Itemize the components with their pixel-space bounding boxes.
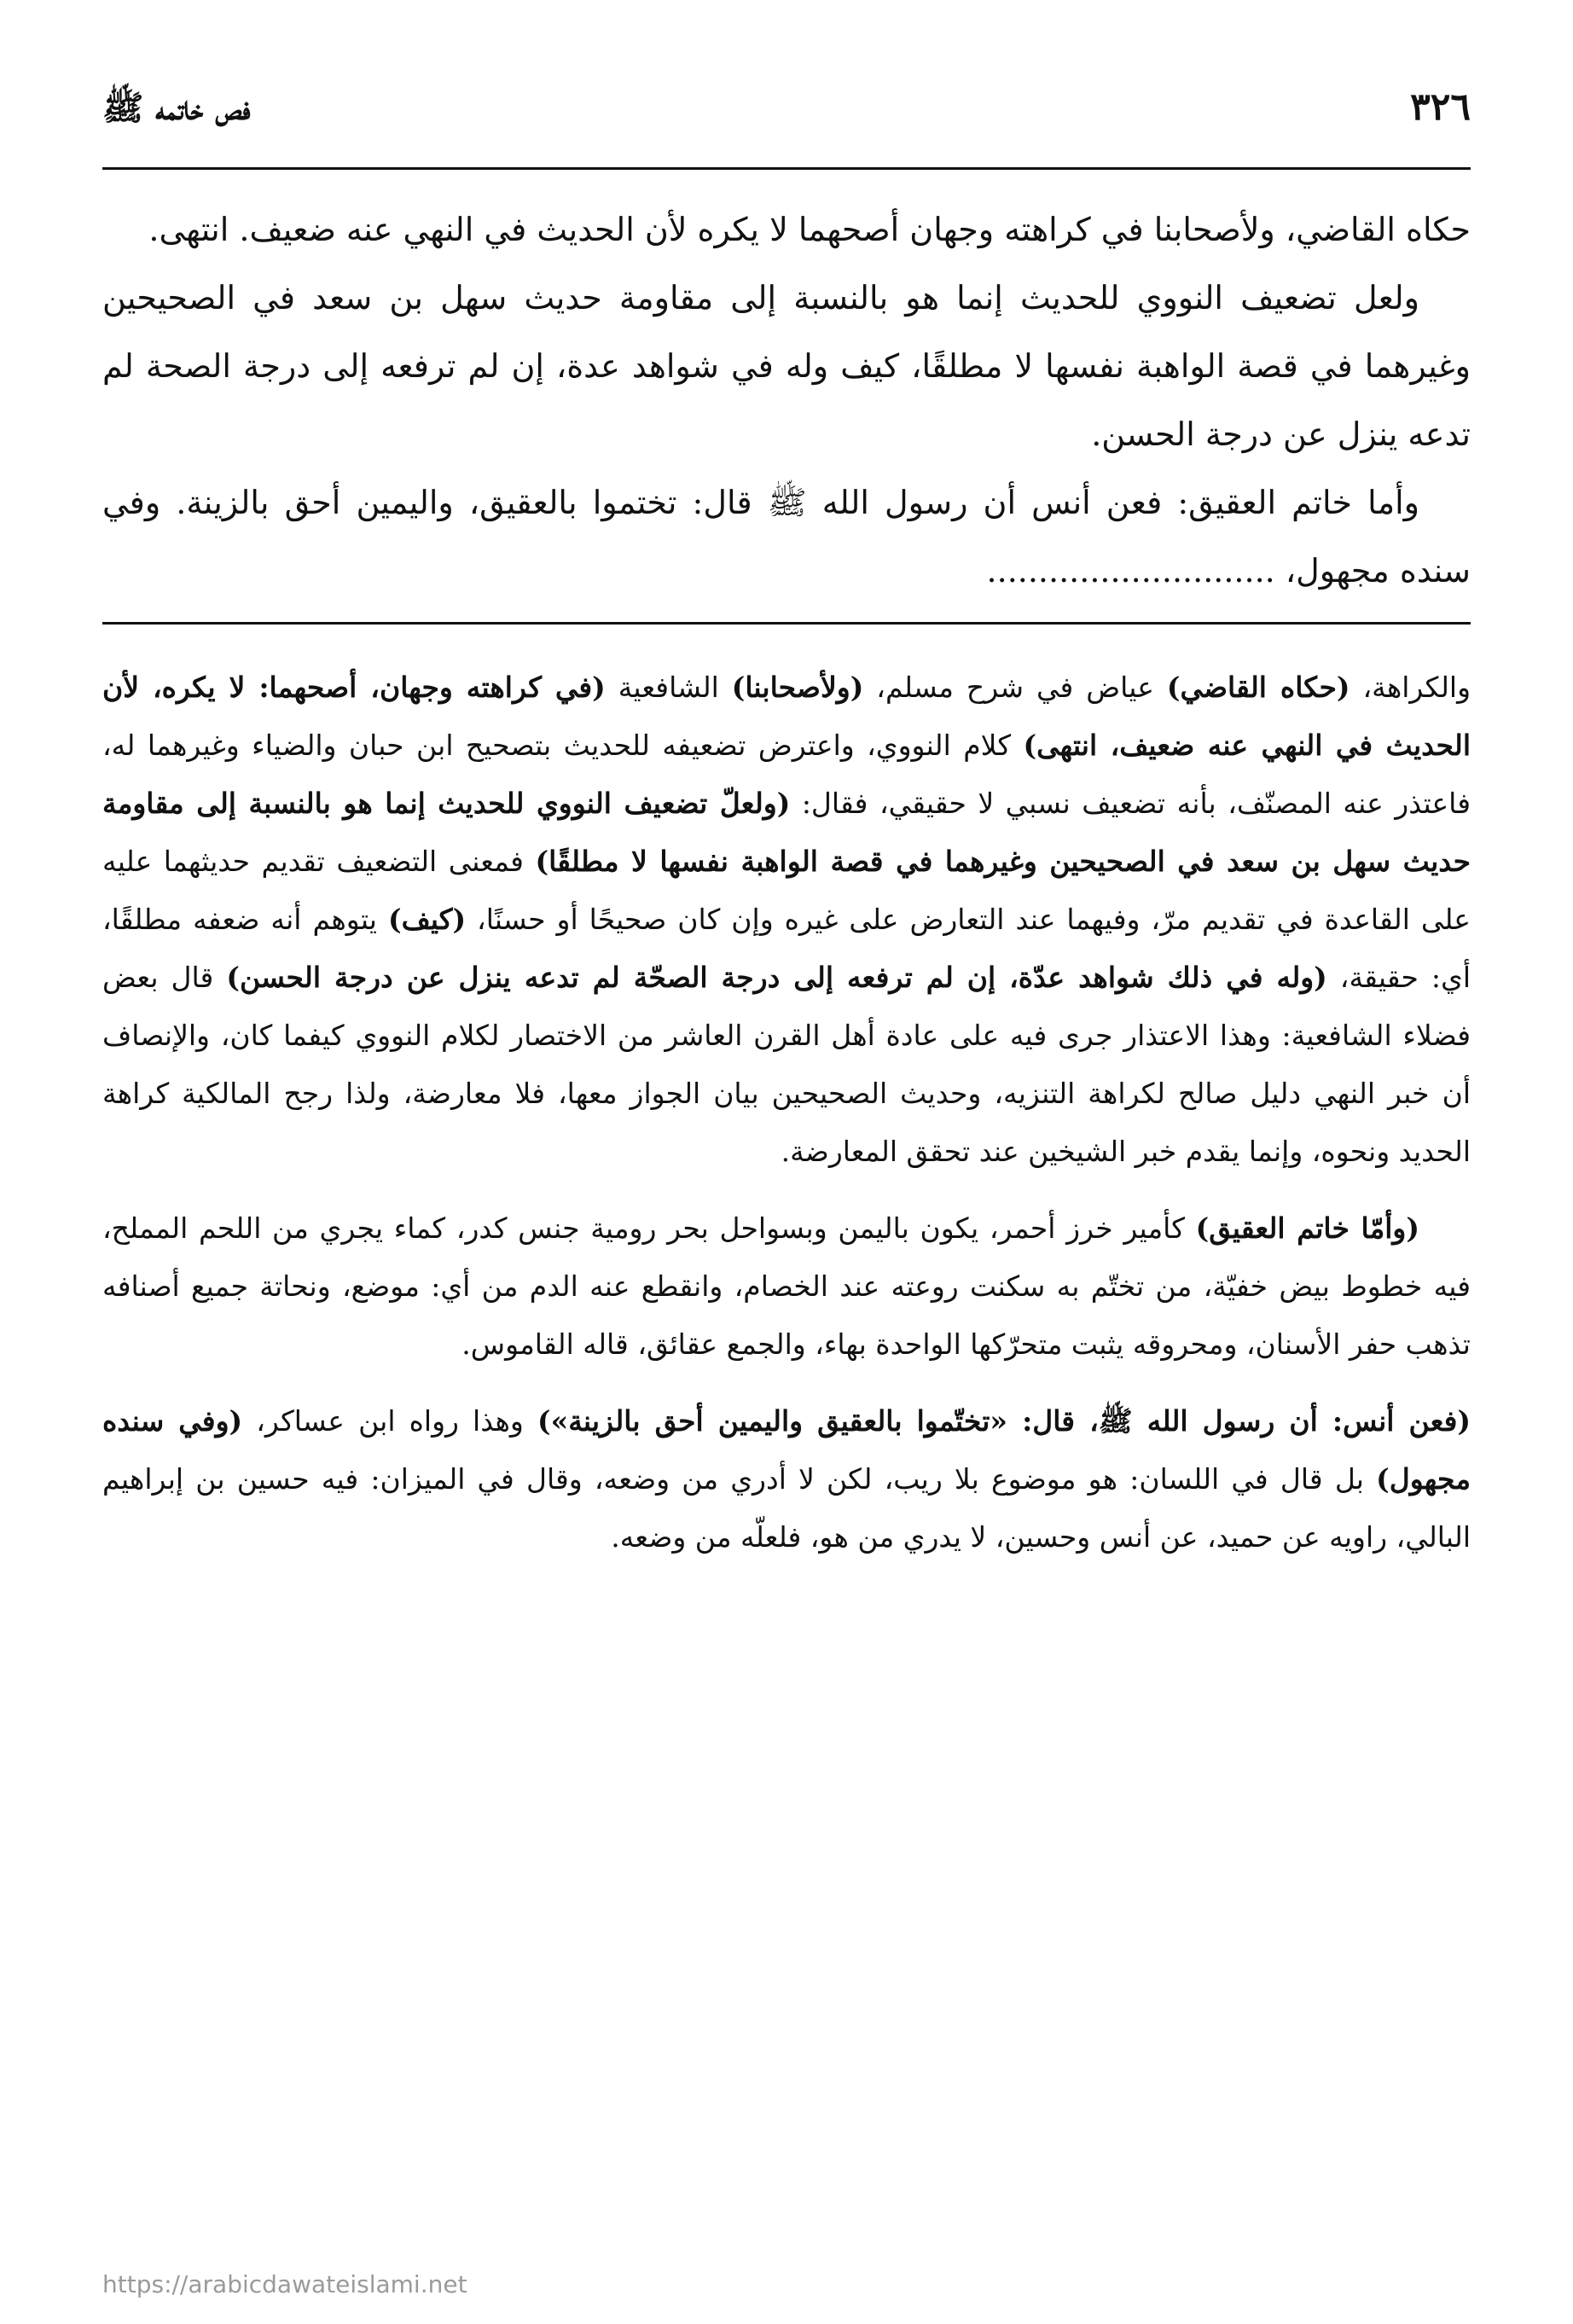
- c1-text-4: كلام النووي، واعترض تضعيفه للحديث بتصحيح ابن حبان والضياء وغيرهما له، فاعتذر عنه المصنّف، بأنه تضعيف نسبي لا حقيقي، فقال:: [102, 729, 1471, 820]
- c2-quote-1: (وأمّا خاتم العقيق): [1195, 1211, 1419, 1245]
- c2-text-1: كأمير خرز أحمر، يكون باليمن وبسواحل بحر رومية جنس كدر، كماء يجري من اللحم المملح، فيه خطوط بيض خفيّة، من تختّم به سكنت روعته عند الخصام، وانقطع عنه الدم من أي: موضع، ونحاتة جميع أصنافه تذهب حفر الأسنان، ومحروقه يثبت متحرّكها الواحدة بهاء، والجمع عقائق، قاله القاموس.: [102, 1211, 1471, 1361]
- c3-text-2: بل قال في اللسان: هو موضوع بلا ريب، لكن لا أدري من وضعه، وقال في الميزان: فيه حسين بن إبراهيم البالي، راويه عن حميد، عن أنس وحسين، لا يدري من هو، فلعلّه من وضعه.: [102, 1462, 1471, 1554]
- running-head: فص خاتمه ﷺ: [102, 88, 251, 128]
- book-page: [102, 85, 1471, 2304]
- c1-quote-6: (وله في ذلك شواهد عدّة، إن لم ترفعه إلى درجة الصحّة لم تدعه ينزل عن درجة الحسن): [226, 961, 1327, 994]
- main-paragraph-3: [102, 468, 1471, 605]
- c1-quote-3: (في كراهته وجهان، أصحهما: لا يكره، لأن الحديث في النهي عنه ضعيف، انتهى): [102, 671, 1471, 762]
- c1-quote-4: (ولعلّ تضعيف النووي للحديث إنما هو بالنسبة إلى مقاومة حديث سهل بن سعد في الصحيحين وغيرهما في قصة الواهبة نفسها لا مطلقًا): [102, 787, 1471, 878]
- c1-quote-2: (ولأصحابنا): [731, 671, 864, 704]
- page-number: ٣٢٦: [1410, 85, 1471, 129]
- main-paragraph-2: ولعل تضعيف النووي للحديث إنما هو بالنسبة إلى مقاومة حديث سهل بن سعد في الصحيحين وغيرهما في قصة الواهبة نفسها لا مطلقًا، كيف وله في شواهد عدة، إن لم ترفعه إلى درجة الصحة لم تدعه ينزل عن درجة الحسن.: [102, 279, 1471, 453]
- c1-text-1: والكراهة،: [1350, 671, 1471, 704]
- commentary: [102, 659, 1471, 1566]
- c1-text-3: الشافعية: [605, 671, 732, 704]
- watermark-url: https://arabicdawateislami.net: [102, 2270, 467, 2298]
- commentary-paragraph-1: [102, 659, 1471, 1181]
- main-paragraph-1: حكاه القاضي، ولأصحابنا في كراهته وجهان أصحهما لا يكره لأن الحديث في النهي عنه ضعيف. انتهى.: [148, 211, 1471, 248]
- page-header: [102, 85, 1471, 170]
- separator-rule: [102, 622, 1471, 625]
- c3-text-1: وهذا رواه ابن عساكر،: [242, 1404, 537, 1438]
- c1-text-2: عياض في شرح مسلم،: [863, 671, 1167, 704]
- commentary-paragraph-2: [102, 1200, 1471, 1374]
- c1-quote-5: (كيف): [388, 903, 467, 936]
- commentary-paragraph-3: [102, 1392, 1471, 1566]
- c3-quote-1: (فعن أنس: أن رسول الله ﷺ، قال: «تختّموا بالعقيق واليمين أحق بالزينة»): [537, 1404, 1471, 1438]
- c1-text-7: قال بعض فضلاء الشافعية: وهذا الاعتذار جرى فيه على عادة أهل القرن العاشر من الاختصار لكلام النووي كيفما كان، والإنصاف أن خبر النهي دليل صالح لكراهة التنزيه، وحديث الصحيحين بيان الجواز معها، فلا معارضة، ولذا رجح المالكية كراهة الحديد ونحوه، وإنما يقدم خبر الشيخين عند تحقق المعارضة.: [102, 961, 1471, 1168]
- main-text: [102, 195, 1471, 605]
- c1-text-5: فمعنى التضعيف تقديم حديثهما عليه على القاعدة في تقديم مرّ، وفيهما عند التعارض على غيره وإن كان صحيحًا أو حسنًا،: [102, 845, 1471, 936]
- main-paragraph-3-text: وأما خاتم العقيق: فعن أنس أن رسول الله ﷺ قال: تختموا بالعقيق، واليمين أحق بالزينة. وفي سنده مجهول،: [102, 484, 1471, 590]
- c3-quote-2: (وفي سنده مجهول): [102, 1404, 1471, 1496]
- c1-quote-1: (حكاه القاضي): [1166, 671, 1350, 704]
- ellipsis-dots: ............................: [986, 552, 1275, 590]
- c1-text-6: يتوهم أنه ضعفه مطلقًا، أي: حقيقة،: [102, 903, 1471, 994]
